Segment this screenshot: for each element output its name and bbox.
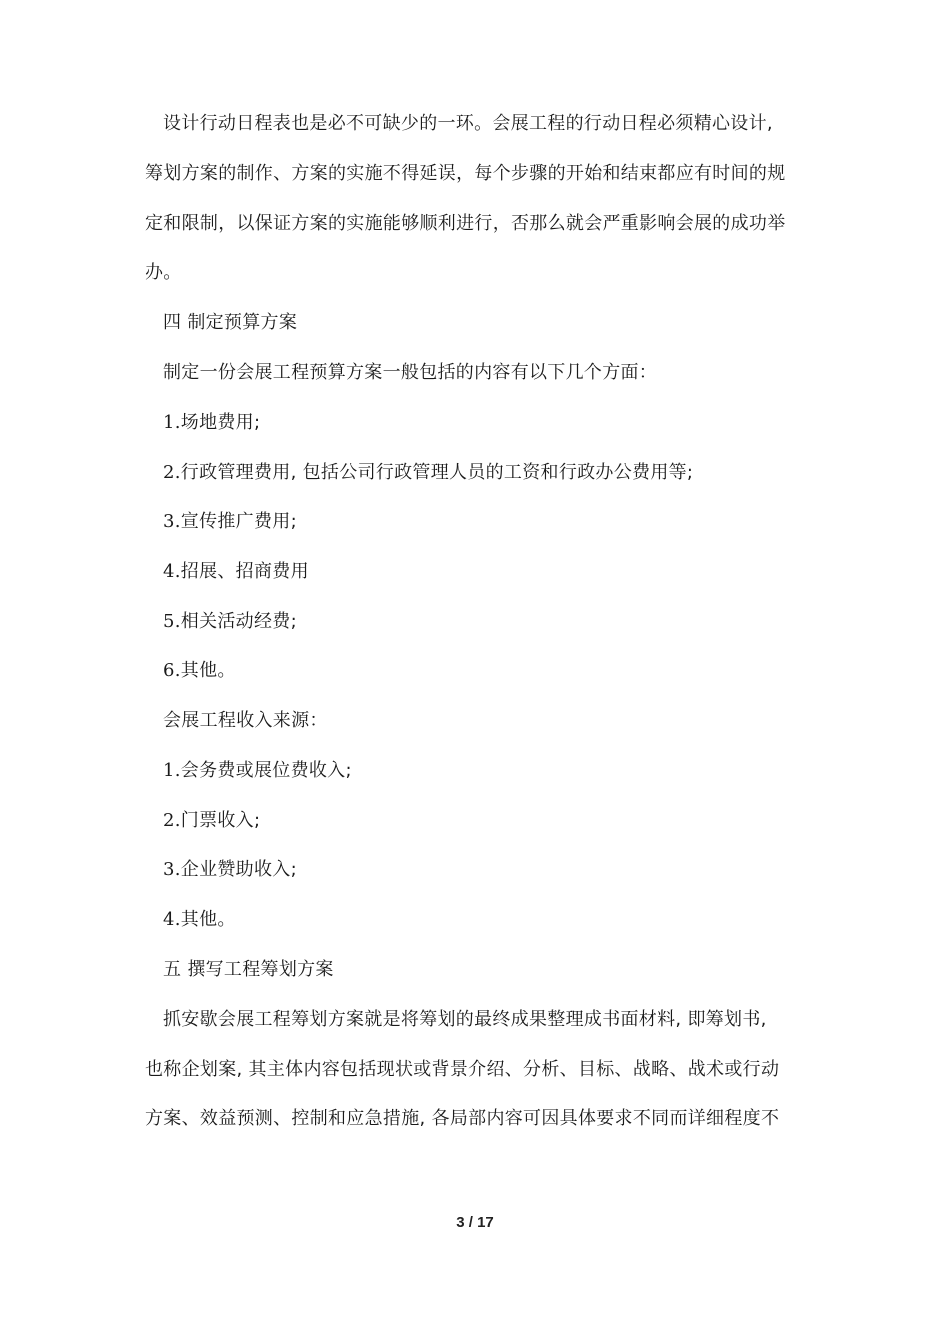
section-heading: 五 撰写工程筹划方案	[163, 959, 334, 980]
list-item	[163, 759, 843, 783]
paragraph-line: 设计行动日程表也是必不可缺少的一环。会展工程的行动日程必须精心设计,	[163, 113, 773, 134]
list-item	[163, 908, 843, 932]
list-item	[163, 560, 843, 584]
list-text: 门票收入;	[180, 810, 261, 831]
paragraph-line: 方案、效益预测、控制和应急措施, 各局部内容可因具体要求不同而详细程度不	[145, 1108, 780, 1129]
list-text: 招展、招商费用	[180, 561, 309, 582]
list-number: 3.	[163, 511, 181, 532]
paragraph-line: 办。	[145, 262, 182, 283]
list-text: 会务费或展位费收入;	[180, 760, 352, 781]
list-number: 2.	[163, 462, 181, 483]
list-number: 4.	[163, 561, 181, 582]
list-item	[163, 809, 843, 833]
list-item	[163, 461, 843, 485]
list-item	[163, 510, 843, 534]
paragraph-line: 也称企划案, 其主体内容包括现状或背景介绍、分析、目标、战略、战术或行动	[145, 1059, 780, 1080]
list-text: 企业赞助收入;	[180, 859, 297, 880]
list-text: 其他。	[180, 909, 236, 930]
list-item	[163, 659, 843, 683]
list-item	[163, 411, 843, 435]
list-text: 相关活动经费;	[180, 611, 297, 632]
list-text: 行政管理费用, 包括公司行政管理人员的工资和行政办公费用等;	[180, 462, 694, 483]
paragraph-line: 抓安歇会展工程筹划方案就是将筹划的最终成果整理成书面材料, 即筹划书,	[163, 1009, 767, 1030]
section-heading: 四 制定预算方案	[163, 312, 298, 333]
list-number: 6.	[163, 660, 181, 681]
list-item	[163, 858, 843, 882]
list-item	[163, 610, 843, 634]
list-text: 场地费用;	[180, 412, 261, 433]
list-text: 宣传推广费用;	[180, 511, 297, 532]
paragraph-line: 筹划方案的制作、方案的实施不得延误，每个步骤的开始和结束都应有时间的规	[145, 163, 786, 184]
list-number: 5.	[163, 611, 181, 632]
page-number: 3 / 17	[456, 1214, 494, 1231]
list-number: 4.	[163, 909, 181, 930]
list-number: 1.	[163, 412, 181, 433]
income-heading: 会展工程收入来源：	[163, 710, 328, 731]
list-number: 1.	[163, 760, 181, 781]
section-intro: 制定一份会展工程预算方案一般包括的内容有以下几个方面：	[163, 362, 658, 383]
list-number: 3.	[163, 859, 181, 880]
paragraph-line: 定和限制，以保证方案的实施能够顺利进行，否那么就会严重影响会展的成功举	[145, 213, 786, 234]
list-text: 其他。	[180, 660, 236, 681]
list-number: 2.	[163, 810, 181, 831]
